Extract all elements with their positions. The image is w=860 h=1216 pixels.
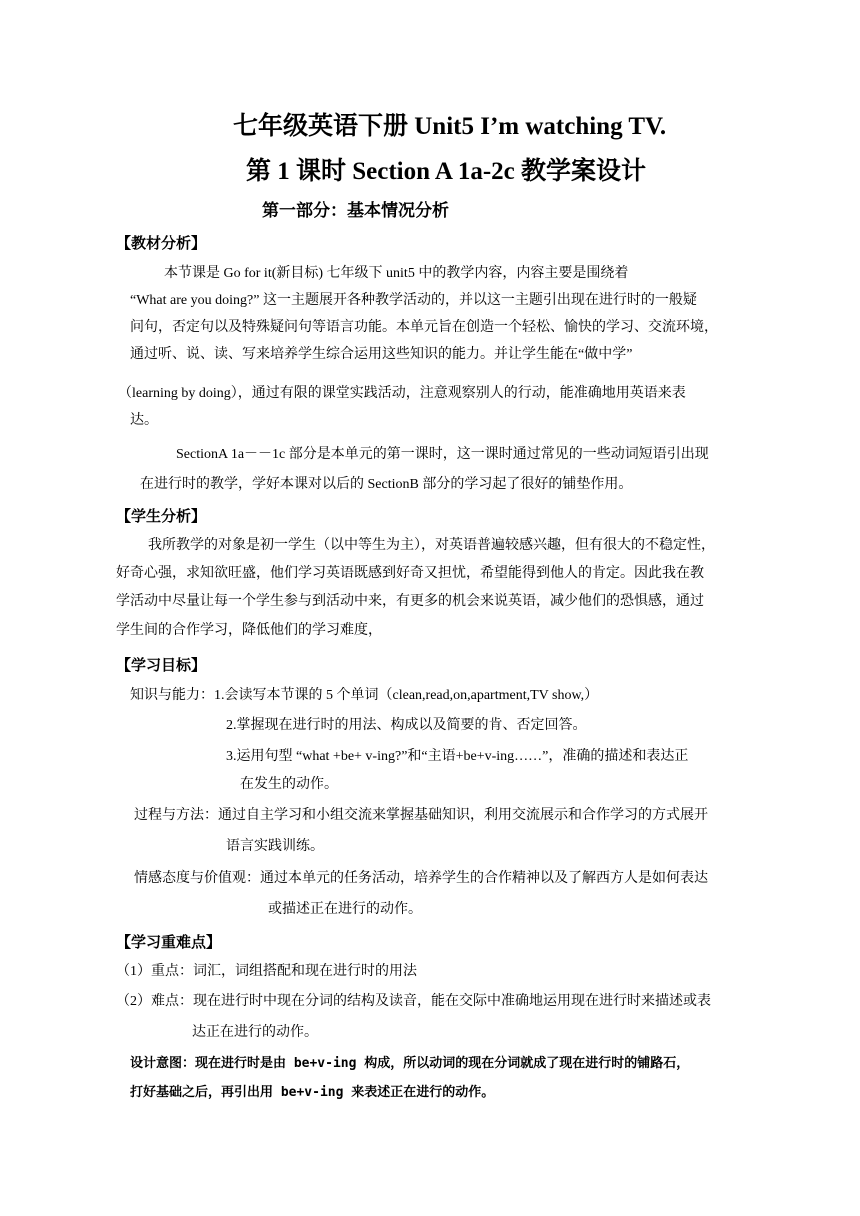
part1-heading: 第一部分：基本情况分析 (262, 201, 449, 221)
objectives-line: 情感态度与价值观：通过本单元的任务活动，培养学生的合作精神以及了解西方人是如何表达 (134, 871, 708, 886)
students-line: 我所教学的对象是初一学生（以中等生为主），对英语普遍较感兴趣，但有很大的不稳定性， (148, 538, 715, 553)
students-line: 学活动中尽量让每一个学生参与到活动中来，有更多的机会来说英语，减少他们的恐惧感，通过 (116, 594, 704, 609)
objectives-line: 知识与能力：1.会读写本节课的 5 个单词（clean,read,on,apartment,TV show,） (130, 688, 599, 703)
students-line: 学生间的合作学习，降低他们的学习难度， (116, 623, 382, 638)
keypoints-heading: 【学习重难点】 (116, 933, 222, 951)
design-intent-line: 打好基础之后，再引出用 be+v-ing 来表述正在进行的动作。 (130, 1085, 495, 1100)
textbook-line: SectionA 1a－－1c 部分是本单元的第一课时，这一课时通过常见的一些动词短语引出现 (176, 447, 709, 462)
objectives-line: 3.运用句型 “what +be+ v-ing?”和“主语+be+v-ing……”，准确的描述和表达正 (226, 749, 689, 764)
objectives-line: 2.掌握现在进行时的用法、构成以及简要的肯、否定回答。 (226, 718, 587, 733)
objectives-line: 或描述正在进行的动作。 (268, 902, 422, 917)
objectives-line: 过程与方法：通过自主学习和小组交流来掌握基础知识，利用交流展示和合作学习的方式展开 (134, 808, 708, 823)
students-heading: 【学生分析】 (116, 507, 207, 525)
objectives-line: 在发生的动作。 (240, 777, 338, 792)
students-line: 好奇心强，求知欲旺盛，他们学习英语既感到好奇又担忧，希望能得到他人的肯定。因此我在教 (116, 566, 704, 581)
keypoints-line: （2）难点：现在进行时中现在分词的结构及读音，能在交际中准确地运用现在进行时来描述或表 (116, 994, 711, 1009)
keypoints-line: （1）重点：词汇，词组搭配和现在进行时的用法 (116, 964, 417, 979)
textbook-line: 通过听、说、读、写来培养学生综合运用这些知识的能力。并让学生能在“做中学” (130, 347, 633, 362)
textbook-line: 达。 (130, 413, 158, 428)
textbook-heading: 【教材分析】 (116, 234, 207, 252)
objectives-line: 语言实践训练。 (226, 839, 324, 854)
doc-title-line1: 七年级英语下册 Unit5 I’m watching TV. (233, 113, 667, 140)
textbook-line: 在进行时的教学，学好本课对以后的 SectionB 部分的学习起了很好的铺垫作用。 (140, 477, 633, 492)
objectives-heading: 【学习目标】 (116, 656, 207, 674)
textbook-line: （learning by doing），通过有限的课堂实践活动，注意观察别人的行动，能准确地用英语来表 (118, 386, 686, 401)
textbook-line: 本节课是 Go for it(新目标) 七年级下 unit5 中的教学内容，内容主要是围绕着 (164, 266, 629, 281)
design-intent-line: 设计意图：现在进行时是由 be+v-ing 构成，所以动词的现在分词就成了现在进行时的铺路石， (130, 1056, 690, 1071)
textbook-line: “What are you doing?” 这一主题展开各种教学活动的，并以这一主题引出现在进行时的一般疑 (130, 293, 697, 308)
doc-title-line2: 第 1 课时 Section A 1a-2c 教学案设计 (246, 158, 646, 185)
textbook-line: 问句，否定句以及特殊疑问句等语言功能。本单元旨在创造一个轻松、愉快的学习、交流环境， (130, 320, 718, 335)
keypoints-line: 达正在进行的动作。 (192, 1025, 318, 1040)
